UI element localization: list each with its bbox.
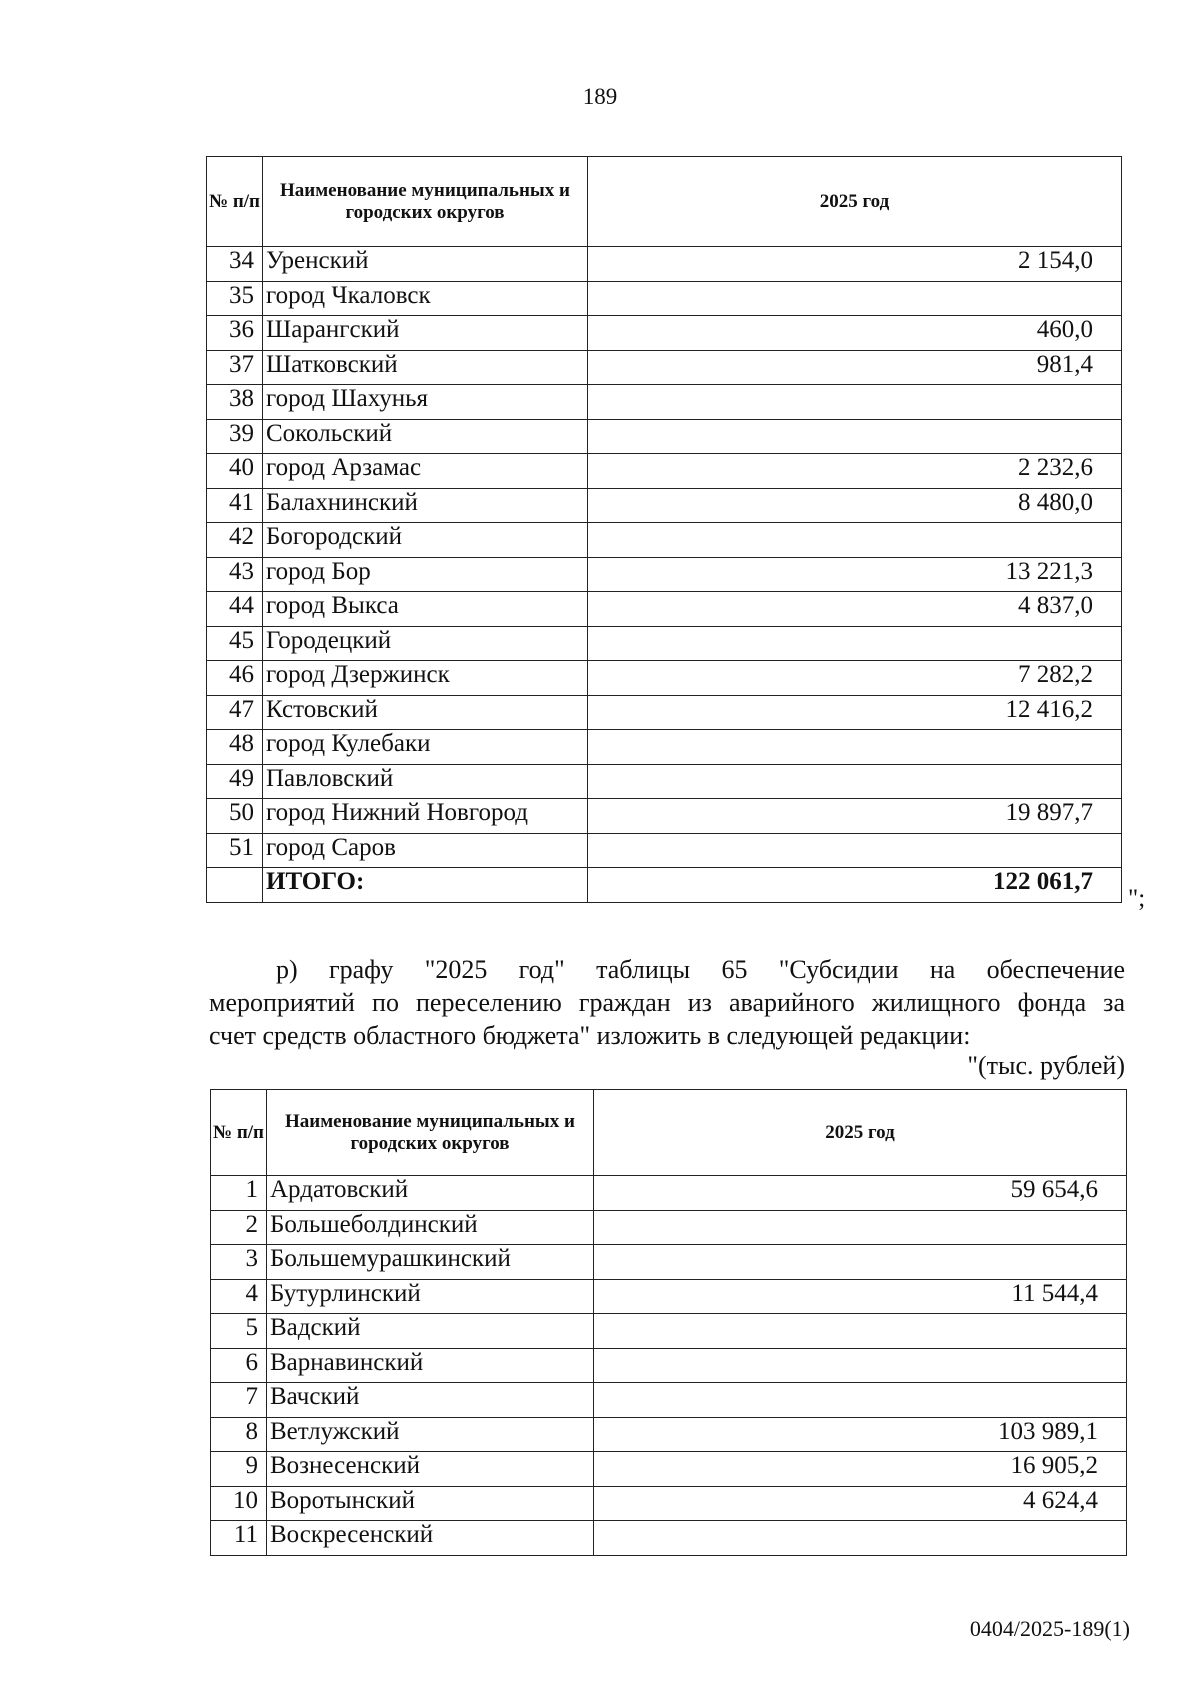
cell-value: 4 837,0 (588, 592, 1122, 627)
table-row (207, 454, 1122, 489)
cell-num: 49 (207, 764, 263, 799)
cell-name: Варнавинский (267, 1348, 594, 1383)
cell-num: 6 (211, 1348, 267, 1383)
cell-num: 40 (207, 454, 263, 489)
cell-value: 11 544,4 (594, 1279, 1127, 1314)
subsidy-table-continued (206, 156, 1122, 903)
cell-num: 50 (207, 799, 263, 834)
cell-num: 39 (207, 419, 263, 454)
cell-value (588, 281, 1122, 316)
header-name: Наименование муниципальных и городских округов (267, 1090, 594, 1176)
cell-name: Ардатовский (267, 1176, 594, 1211)
cell-name: Вознесенский (267, 1452, 594, 1487)
cell-name: Большеболдинский (267, 1210, 594, 1245)
cell-num: 48 (207, 730, 263, 765)
cell-name: город Выкса (263, 592, 588, 627)
cell-value (594, 1210, 1127, 1245)
cell-num: 44 (207, 592, 263, 627)
total-row (207, 868, 1122, 903)
cell-name: город Дзержинск (263, 661, 588, 696)
cell-num: 36 (207, 316, 263, 351)
cell-name: Городецкий (263, 626, 588, 661)
closing-quote: "; (1128, 885, 1146, 912)
header-num: № п/п (211, 1090, 267, 1176)
cell-name: Бутурлинский (267, 1279, 594, 1314)
table-row (207, 350, 1122, 385)
table-row (207, 419, 1122, 454)
cell-num: 9 (211, 1452, 267, 1487)
cell-name: Воскресенский (267, 1521, 594, 1556)
table-row (207, 385, 1122, 420)
total-value: 122 061,7 (588, 868, 1122, 903)
cell-num: 3 (211, 1245, 267, 1280)
cell-name: Воротынский (267, 1486, 594, 1521)
cell-name: город Нижний Новгород (263, 799, 588, 834)
cell-name: Большемурашкинский (267, 1245, 594, 1280)
table-row (207, 281, 1122, 316)
cell-num: 2 (211, 1210, 267, 1245)
cell-value (588, 730, 1122, 765)
cell-value: 16 905,2 (594, 1452, 1127, 1487)
header-name: Наименование муниципальных и городских округов (263, 157, 588, 247)
cell-name: город Саров (263, 833, 588, 868)
cell-num (207, 868, 263, 903)
total-label: ИТОГО: (263, 868, 588, 903)
table-row (207, 488, 1122, 523)
cell-name: город Бор (263, 557, 588, 592)
table-row (207, 695, 1122, 730)
paragraph-line: мероприятий по переселению граждан из аварийного жилищного фонда за (209, 988, 1125, 1017)
cell-name: город Кулебаки (263, 730, 588, 765)
table-row (207, 730, 1122, 765)
cell-value (594, 1521, 1127, 1556)
cell-num: 35 (207, 281, 263, 316)
cell-name: Уренский (263, 247, 588, 282)
table-row (207, 626, 1122, 661)
cell-num: 43 (207, 557, 263, 592)
cell-name: Шатковский (263, 350, 588, 385)
cell-value: 4 624,4 (594, 1486, 1127, 1521)
cell-value (594, 1314, 1127, 1349)
cell-num: 41 (207, 488, 263, 523)
table-row (207, 661, 1122, 696)
cell-num: 4 (211, 1279, 267, 1314)
cell-name: город Арзамас (263, 454, 588, 489)
cell-name: Богородский (263, 523, 588, 558)
table-row (207, 764, 1122, 799)
cell-value (588, 523, 1122, 558)
cell-value: 19 897,7 (588, 799, 1122, 834)
table-row (211, 1210, 1127, 1245)
units-label: "(тыс. рублей) (967, 1051, 1125, 1080)
table-row (211, 1279, 1127, 1314)
cell-num: 5 (211, 1314, 267, 1349)
table-row (211, 1452, 1127, 1487)
table-row (211, 1486, 1127, 1521)
cell-num: 47 (207, 695, 263, 730)
subsidy-table-65 (210, 1089, 1127, 1556)
cell-value (594, 1383, 1127, 1418)
cell-num: 10 (211, 1486, 267, 1521)
cell-num: 38 (207, 385, 263, 420)
header-value: 2025 год (588, 157, 1122, 247)
cell-name: Вадский (267, 1314, 594, 1349)
cell-value: 7 282,2 (588, 661, 1122, 696)
cell-value (594, 1245, 1127, 1280)
cell-num: 42 (207, 523, 263, 558)
cell-value: 460,0 (588, 316, 1122, 351)
cell-num: 51 (207, 833, 263, 868)
table-row (211, 1176, 1127, 1211)
table-row (211, 1521, 1127, 1556)
page-number: 189 (582, 84, 618, 109)
cell-num: 37 (207, 350, 263, 385)
table-row (211, 1348, 1127, 1383)
cell-value: 13 221,3 (588, 557, 1122, 592)
header-value: 2025 год (594, 1090, 1127, 1176)
cell-num: 34 (207, 247, 263, 282)
cell-value (588, 385, 1122, 420)
cell-value: 12 416,2 (588, 695, 1122, 730)
cell-value: 2 232,6 (588, 454, 1122, 489)
table-row (207, 833, 1122, 868)
cell-name: Сокольский (263, 419, 588, 454)
cell-name: город Чкаловск (263, 281, 588, 316)
cell-name: Шарангский (263, 316, 588, 351)
cell-value (588, 626, 1122, 661)
header-num: № п/п (207, 157, 263, 247)
table-row (207, 316, 1122, 351)
cell-value: 981,4 (588, 350, 1122, 385)
cell-num: 11 (211, 1521, 267, 1556)
table-row (211, 1383, 1127, 1418)
table-row (211, 1417, 1127, 1452)
cell-name: Вачский (267, 1383, 594, 1418)
cell-value: 2 154,0 (588, 247, 1122, 282)
cell-value (588, 833, 1122, 868)
table-row (207, 799, 1122, 834)
cell-value: 8 480,0 (588, 488, 1122, 523)
cell-num: 46 (207, 661, 263, 696)
table-row (207, 523, 1122, 558)
cell-value (588, 764, 1122, 799)
table-row (211, 1314, 1127, 1349)
table-row (211, 1245, 1127, 1280)
document-code: 0404/2025-189(1) (969, 1616, 1130, 1641)
cell-name: Павловский (263, 764, 588, 799)
table-row (207, 247, 1122, 282)
cell-value: 103 989,1 (594, 1417, 1127, 1452)
cell-value (594, 1348, 1127, 1383)
cell-name: Ветлужский (267, 1417, 594, 1452)
cell-num: 45 (207, 626, 263, 661)
paragraph-line: р) графу "2025 год" таблицы 65 "Субсидии на обеспечение (276, 955, 1125, 984)
cell-num: 7 (211, 1383, 267, 1418)
paragraph-line: счет средств областного бюджета" изложить в следующей редакции: (209, 1021, 971, 1050)
cell-name: город Шахунья (263, 385, 588, 420)
cell-value: 59 654,6 (594, 1176, 1127, 1211)
cell-value (588, 419, 1122, 454)
cell-num: 8 (211, 1417, 267, 1452)
cell-num: 1 (211, 1176, 267, 1211)
cell-name: Балахнинский (263, 488, 588, 523)
table-row (207, 592, 1122, 627)
table-row (207, 557, 1122, 592)
cell-name: Кстовский (263, 695, 588, 730)
